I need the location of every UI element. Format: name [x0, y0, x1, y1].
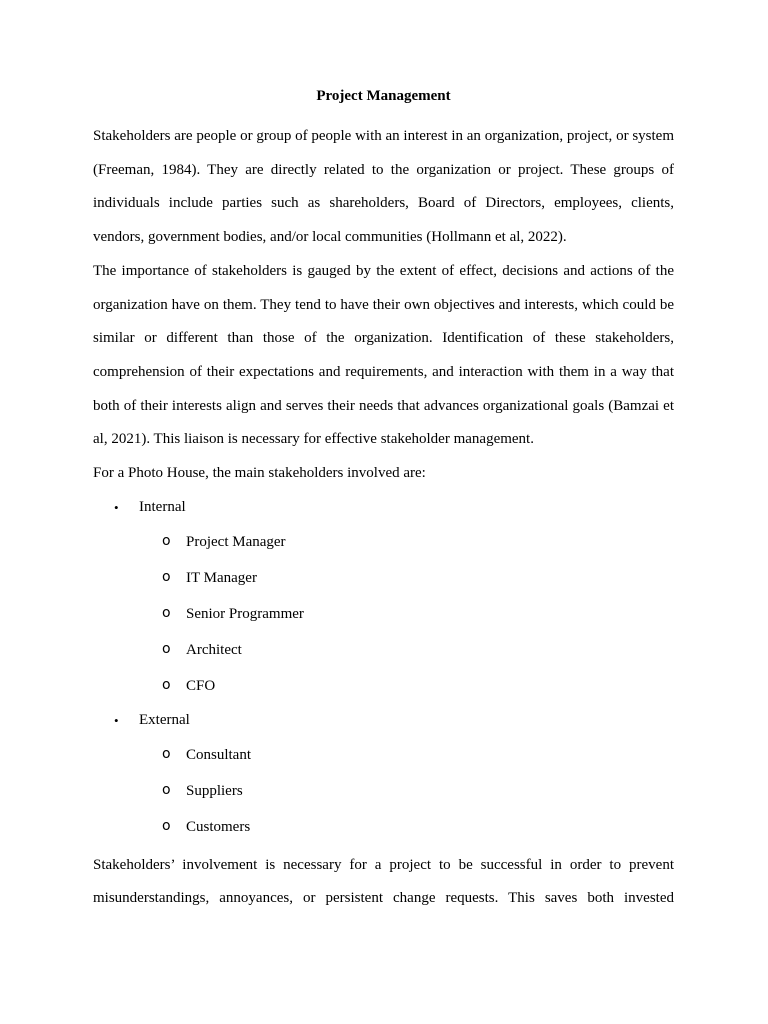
paragraph-stakeholders-definition: Stakeholders are people or group of people with an interest in an organization, project, or system (Freeman, 1984). They are directly related to the organization or project. These groups of individuals include parties such as shareholders, Board of Directors, employees, clients, vendors, government bodies, and/or local communities (Hollmann et al, 2022). — [93, 128, 674, 246]
circle-bullet-icon: o — [162, 640, 171, 657]
list-item — [162, 596, 674, 632]
circle-bullet-icon: o — [162, 532, 171, 549]
circle-bullet-icon: o — [162, 568, 171, 585]
internal-stakeholder-list — [139, 524, 674, 704]
list-item — [162, 773, 674, 809]
list-item-label: Senior Programmer — [186, 605, 304, 622]
list-item-label: Suppliers — [186, 782, 243, 799]
list-item-label: Customers — [186, 818, 251, 835]
document-title: Project Management — [316, 88, 451, 104]
list-item — [162, 809, 674, 845]
list-item-label: CFO — [186, 677, 216, 694]
circle-bullet-icon: o — [162, 745, 171, 762]
list-item — [162, 737, 674, 773]
stakeholder-group-list — [93, 491, 674, 845]
list-item — [162, 524, 674, 560]
list-item-label: IT Manager — [186, 569, 257, 586]
bullet-icon: • — [114, 712, 119, 728]
paragraph-stakeholders-importance: The importance of stakeholders is gauged by the extent of effect, decisions and actions of the organization have on them. They tend to have their own objectives and interests, which could be similar or different than those of the organization. Identification of these stakeholders, comprehension of their expectations and requirements, and interaction with them in a way that both of their interests align and serves their needs that advances organizational goals (Bamzai et al, 2021). This liaison is necessary for effective stakeholder management. — [93, 262, 674, 448]
list-item — [162, 668, 674, 704]
circle-bullet-icon: o — [162, 604, 171, 621]
paragraph-stakeholders-involvement: Stakeholders’ involvement is necessary for a project to be successful in order to prevent misunderstandings, annoyances, or persistent change requests. This saves both invested — [93, 856, 674, 907]
group-label: External — [139, 711, 190, 728]
group-label: Internal — [139, 498, 186, 515]
list-item-label: Project Manager — [186, 533, 286, 550]
list-item-label: Architect — [186, 641, 242, 658]
stakeholder-group-internal — [93, 491, 674, 704]
list-item — [162, 560, 674, 596]
bullet-icon: • — [114, 499, 119, 515]
stakeholder-group-external — [93, 704, 674, 845]
external-stakeholder-list — [139, 737, 674, 845]
list-item-label: Consultant — [186, 746, 252, 763]
circle-bullet-icon: o — [162, 817, 171, 834]
circle-bullet-icon: o — [162, 781, 171, 798]
list-item — [162, 632, 674, 668]
document-page — [93, 86, 674, 916]
stakeholders-intro: For a Photo House, the main stakeholders involved are: — [93, 465, 426, 482]
circle-bullet-icon: o — [162, 676, 171, 693]
